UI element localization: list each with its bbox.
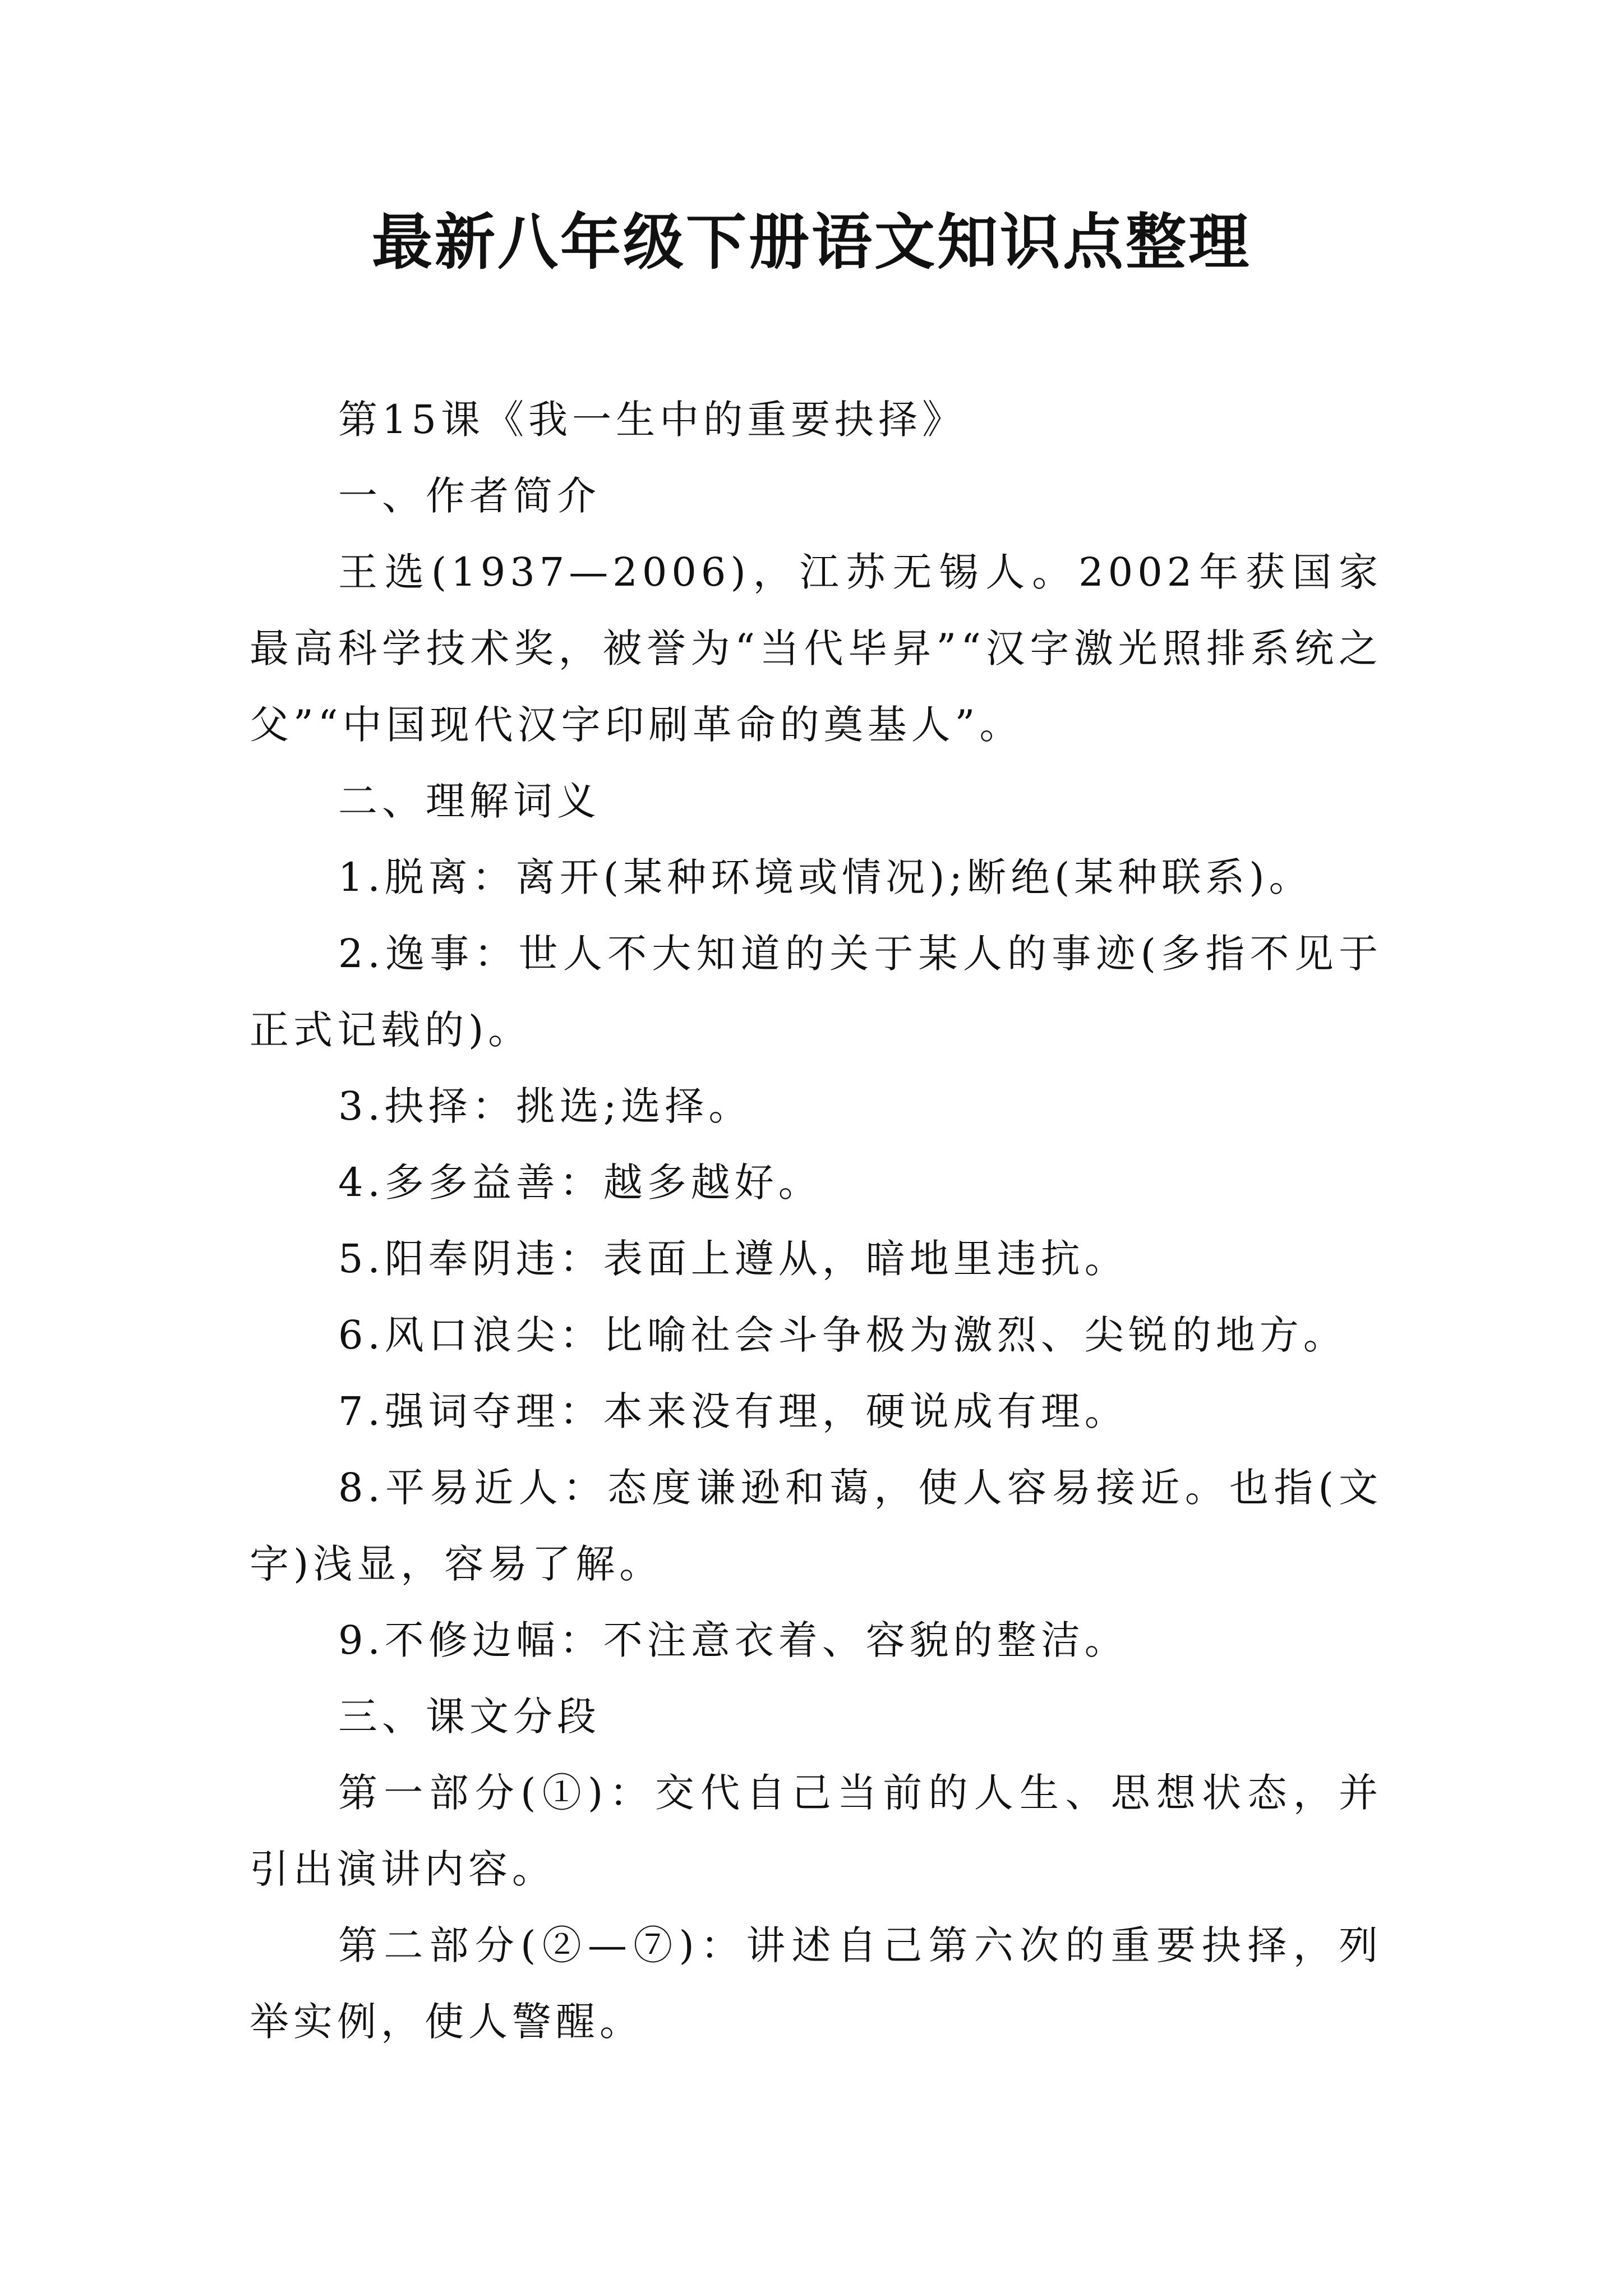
document-body <box>250 381 1382 2060</box>
vocabulary-item: 5.阳奉阴违：表面上遵从，暗地里违抗。 <box>338 1236 1128 1282</box>
vocabulary-item: 4.多多益善：越多越好。 <box>338 1159 822 1205</box>
author-intro-paragraph: 王选(1937—2006)，江苏无锡人。2002年获国家最高科学技术奖，被誉为“当代毕昇”“汉字激光照排系统之父”“中国现代汉字印刷革命的奠基人”。 <box>250 549 1382 748</box>
vocabulary-item: 1.脱离：离开(某种环境或情况);断绝(某种联系)。 <box>338 854 1313 900</box>
vocabulary-item: 7.强词夺理：本来没有理，硬说成有理。 <box>338 1388 1128 1434</box>
vocabulary-item: 6.风口浪尖：比喻社会斗争极为激烈、尖锐的地方。 <box>338 1312 1347 1358</box>
vocabulary-item: 3.抉择：挑选;选择。 <box>338 1083 753 1129</box>
lesson-heading: 第15课《我一生中的重要抉择》 <box>338 397 966 443</box>
vocabulary-item: 8.平易近人：态度谦逊和蔼，使人容易接近。也指(文字)浅显，容易了解。 <box>250 1465 1382 1587</box>
document-title: 最新八年级下册语文知识点整理 <box>371 207 1251 278</box>
structure-part-paragraph: 第一部分(①)：交代自己当前的人生、思想状态，并引出演讲内容。 <box>250 1770 1382 1892</box>
structure-part-paragraph: 第二部分(②—⑦)：讲述自己第六次的重要抉择，列举实例，使人警醒。 <box>250 1922 1382 2045</box>
section-heading-vocabulary: 二、理解词义 <box>338 778 601 824</box>
section-heading-author: 一、作者简介 <box>338 473 601 519</box>
vocabulary-item: 9.不修边幅：不注意衣着、容貌的整洁。 <box>338 1617 1128 1663</box>
section-heading-structure: 三、课文分段 <box>338 1694 601 1740</box>
vocabulary-item: 2.逸事：世人不大知道的关于某人的事迹(多指不见于正式记载的)。 <box>250 931 1382 1053</box>
